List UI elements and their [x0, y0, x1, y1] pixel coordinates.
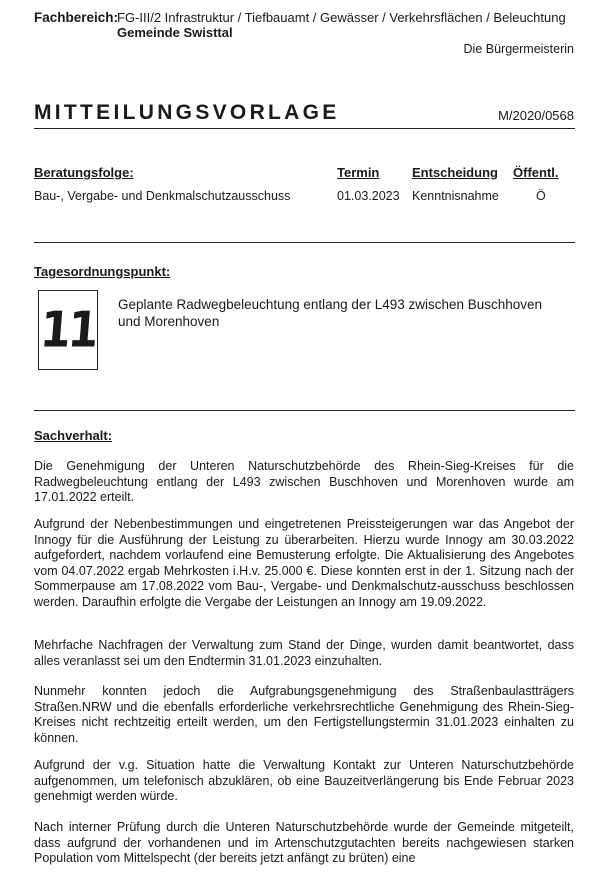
agenda-title: Geplante Radwegbeleuchtung entlang der L493 zwischen Buschhoven und Morenhoven — [118, 297, 543, 329]
beratungsfolge-heading: Beratungsfolge: — [34, 165, 134, 180]
paragraph: Aufgrund der Nebenbestimmungen und eingetretenen Preissteigerungen war das Angebot der Innogy für die Ausführung der Leistung zu überarbeiten. Hierzu wurde Innogy am 30.03.2022 aufgefordert, nachdem vorlaufend eine Bemusterung erfolgte. Die Aktualisierung des Angebotes vom 04.07.2022 ergab Mehrkosten i.H.v. 25.000 €. Diese konnten erst in der 1. Sitzung nach der Sommerpause am 17.08.2022 vom Bau-, Vergabe- und Denkmalschutz-ausschuss beschlossen werden. Daraufhin erfolgte die Vergabe der Leistungen an Innogy am 19.09.2022. — [34, 517, 574, 609]
fachbereich-label: Fachbereich: — [34, 10, 119, 25]
column-termin: Termin — [337, 165, 380, 180]
agenda-heading: Tagesordnungspunkt: — [34, 264, 171, 279]
agenda-divider — [34, 410, 575, 411]
sachverhalt-heading: Sachverhalt: — [34, 428, 113, 443]
document-title: MITTEILUNGSVORLAGE — [34, 101, 340, 124]
fachbereich-value: FG-III/2 Infrastruktur / Tiefbauamt / Gewässer / Verkehrsflächen / Beleuchtung — [117, 10, 566, 25]
office-role: Die Bürgermeisterin — [463, 42, 574, 56]
title-divider — [34, 128, 575, 129]
section-divider — [34, 242, 575, 243]
row-oeffentlich: Ö — [536, 189, 546, 203]
column-oeffentlich: Öffentl. — [513, 165, 559, 180]
paragraph: Aufgrund der v.g. Situation hatte die Verwaltung Kontakt zur Unteren Naturschutzbehörde aufgenommen, um telefonisch abzuklären, ob eine Bauzeitverlängerung bis Ende Februar 2023 genehmigt werden würde. — [34, 758, 574, 804]
agenda-number: 11 — [38, 301, 98, 360]
document-number: M/2020/0568 — [498, 108, 574, 123]
agenda-number-box — [38, 290, 98, 370]
row-gremium: Bau-, Vergabe- und Denkmalschutzausschuss — [34, 189, 291, 203]
row-termin: 01.03.2023 — [337, 189, 400, 203]
gemeinde-name: Gemeinde Swisttal — [117, 25, 233, 40]
column-entscheidung: Entscheidung — [412, 165, 498, 180]
paragraph: Mehrfache Nachfragen der Verwaltung zum Stand der Dinge, wurden damit beantwortet, dass alles veranlasst sei um den Endtermin 31.01.2023 einzuhalten. — [34, 638, 574, 668]
row-entscheidung: Kenntnisnahme — [412, 189, 499, 203]
paragraph: Die Genehmigung der Unteren Naturschutzbehörde des Rhein-Sieg-Kreises für die Radwegbeleuchtung entlang der L493 zwischen Buschhoven und Morenhoven wurde am 17.01.2022 erteilt. — [34, 459, 574, 505]
paragraph: Nunmehr konnten jedoch die Aufgrabungsgenehmigung des Straßenbaulastträgers Straßen.NRW und die ebenfalls erforderliche verkehrsrechtliche Genehmigung des Rhein-Sieg-Kreises nicht rechtzeitig erteilt werden, um den Fertigstellungstermin 31.01.2023 einhalten zu können. — [34, 684, 574, 745]
paragraph: Nach interner Prüfung durch die Unteren Naturschutzbehörde wurde der Gemeinde mitgeteilt, dass aufgrund der vorhandenen und im Artenschutzgutachten bereits nachgewiesen starken Population vom Mittelspecht (der bereits jetzt anfängt zu brüten) eine — [34, 820, 574, 866]
